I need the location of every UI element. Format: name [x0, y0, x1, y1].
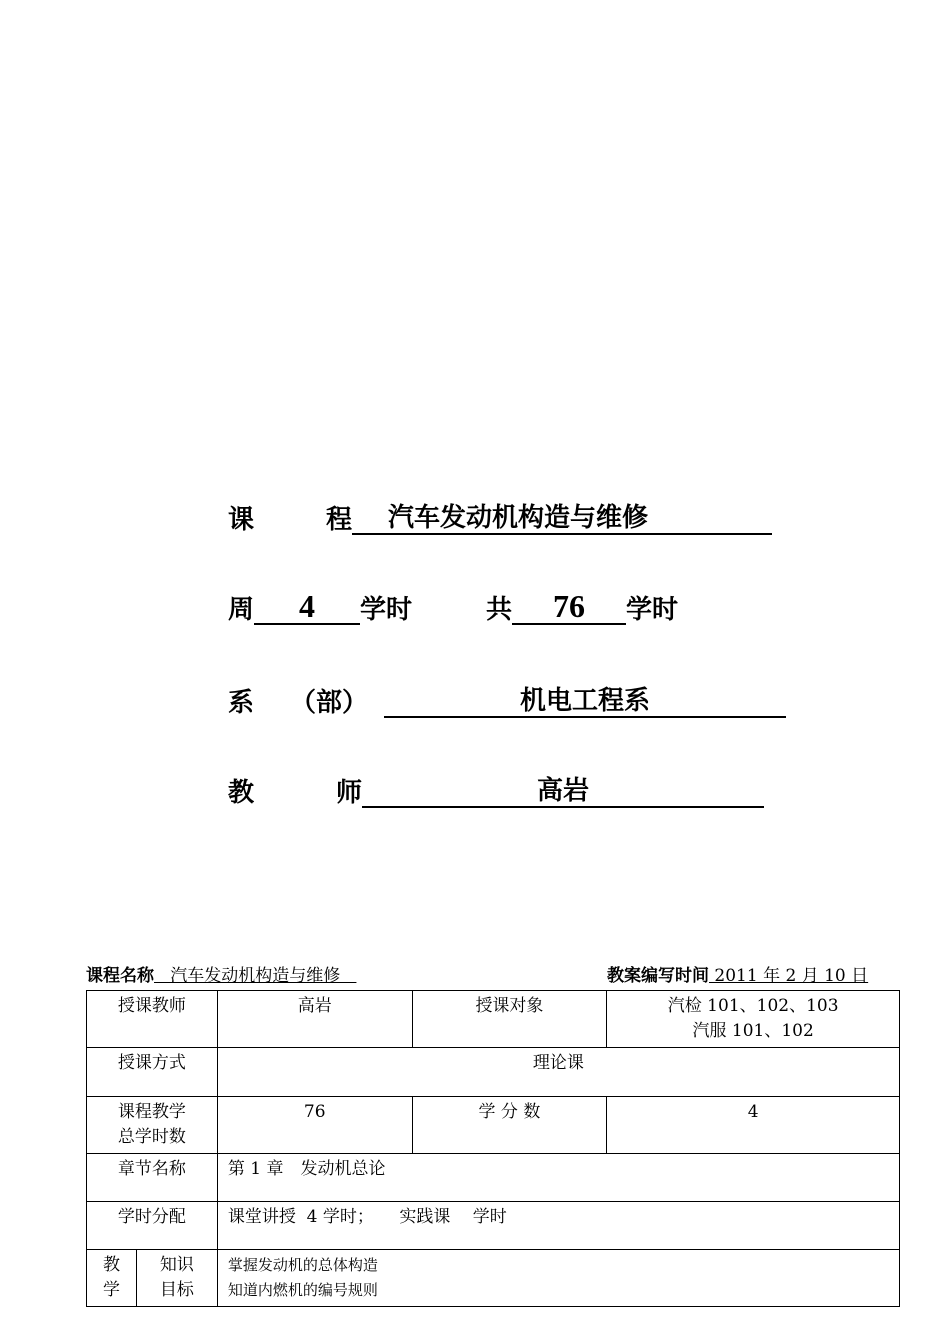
knowledge-label-cell: [136, 1250, 217, 1307]
teacher-label-1: 教: [228, 778, 255, 808]
teacher-value-cell: 高岩: [217, 991, 412, 1048]
cover-teacher-row: [228, 768, 764, 808]
goal-item: 知道内燃机的编号规则: [227, 1281, 378, 1299]
total-hours: 76: [512, 589, 626, 625]
cover-course-row: [228, 495, 772, 535]
alloc-label-cell: 学时分配: [87, 1202, 218, 1250]
table-row: [87, 1097, 900, 1154]
knowledge-goals-cell: [217, 1250, 899, 1307]
total-hours-label-2: 总学时数: [117, 1127, 186, 1147]
dept-name: 机电工程系: [384, 686, 786, 718]
hours-unit-2: 学时: [626, 595, 679, 625]
cover-dept-row: [228, 678, 786, 718]
course-label-2: 程: [326, 505, 353, 535]
dept-label-2: （部）: [290, 688, 369, 718]
total-hours-value-cell: 76: [217, 1097, 412, 1154]
table-row: [87, 1048, 900, 1097]
dept-label-1: 系: [228, 688, 255, 718]
teacher-label-2: 师: [336, 778, 363, 808]
table-row: [87, 1250, 900, 1307]
target-value-cell: [607, 991, 900, 1048]
course-label-1: 课: [228, 505, 255, 535]
method-value-cell: 理论课: [217, 1048, 899, 1097]
table-row: [87, 1154, 900, 1202]
credit-label-cell: 学 分 数: [412, 1097, 607, 1154]
week-label: 周: [228, 595, 255, 625]
method-label-cell: 授课方式: [87, 1048, 218, 1097]
date-header-value: 2011 年 2 月 10 日: [709, 966, 869, 986]
teach-label-cell: [87, 1250, 137, 1307]
lesson-plan-table: [86, 990, 900, 1307]
credit-value-cell: 4: [607, 1097, 900, 1154]
chapter-value-cell: 第 1 章 发动机总论: [217, 1154, 899, 1202]
alloc-value-cell: 课堂讲授 4 学时； 实践课 学时: [217, 1202, 899, 1250]
cover-hours-row: [228, 585, 678, 625]
teach-label-1: 教: [102, 1255, 120, 1275]
target-label-cell: 授课对象: [412, 991, 607, 1048]
target-line-2: 汽服 101、102: [692, 1021, 814, 1041]
course-name-header-label: 课程名称: [86, 966, 154, 986]
teacher-name: 高岩: [362, 776, 764, 808]
target-line-1: 汽检 101、102、103: [667, 996, 839, 1016]
table-row: [87, 1202, 900, 1250]
teach-label-2: 学: [102, 1280, 120, 1300]
course-name-header: [86, 965, 356, 987]
teacher-label-cell: 授课教师: [87, 991, 218, 1048]
date-header: [607, 965, 868, 987]
chapter-label-cell: 章节名称: [87, 1154, 218, 1202]
total-label: 共: [486, 595, 513, 625]
course-name-header-value: 汽车发动机构造与维修: [154, 966, 357, 986]
goal-item: 掌握发动机的总体构造: [227, 1256, 378, 1274]
date-header-label: 教案编写时间: [607, 966, 709, 986]
total-hours-label-1: 课程教学: [117, 1102, 186, 1122]
knowledge-label-2: 目标: [159, 1280, 194, 1300]
hours-unit-1: 学时: [360, 595, 413, 625]
course-name: 汽车发动机构造与维修: [352, 503, 772, 535]
week-hours: 4: [254, 589, 360, 625]
table-row: [87, 991, 900, 1048]
knowledge-label-1: 知识: [159, 1255, 194, 1275]
total-hours-label-cell: [87, 1097, 218, 1154]
